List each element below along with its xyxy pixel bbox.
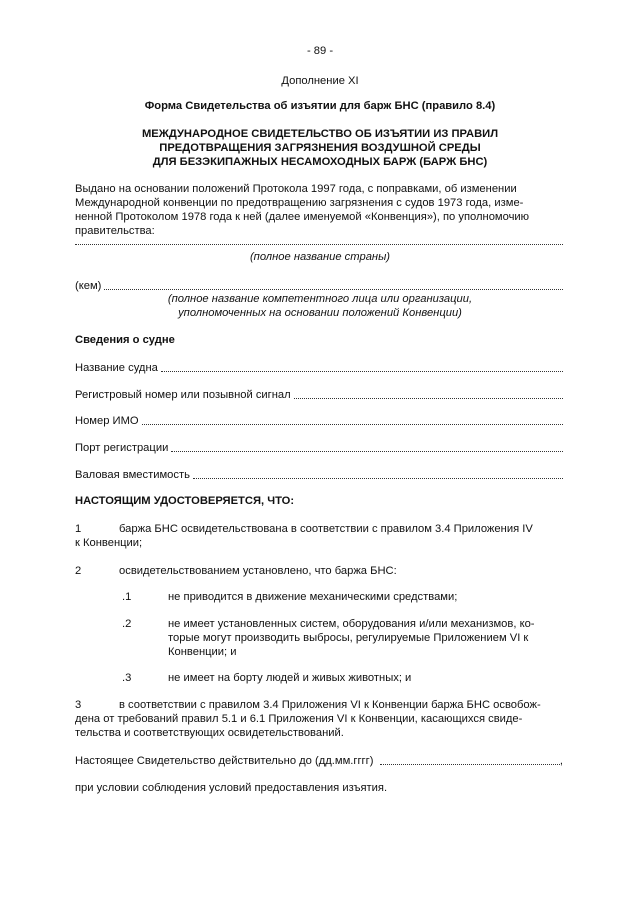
field-registry-number bbox=[75, 388, 563, 402]
fill-line bbox=[294, 398, 563, 399]
cert-title-line1: МЕЖДУНАРОДНОЕ СВИДЕТЕЛЬСТВО ОБ ИЗЪЯТИИ ИЗ ПРАВИЛ bbox=[141, 128, 499, 140]
cert-title-line3: ДЛЯ БЕЗЭКИПАЖНЫХ НЕСАМОХОДНЫХ БАРЖ (БАРЖ БНС) bbox=[152, 156, 488, 168]
item3-line2: дена от требований правил 5.1 и 6.1 Приложения VI к Конвенции, касающихся свиде- bbox=[75, 713, 523, 725]
authority-caption-line2: уполномоченных на основании положений Конвенции) bbox=[178, 307, 462, 319]
country-fill-line bbox=[75, 244, 563, 245]
validity-fill-line bbox=[380, 764, 559, 765]
item1-continuation: к Конвенции; bbox=[75, 537, 143, 549]
field-imo-number bbox=[75, 414, 563, 428]
page-number: - 89 - bbox=[306, 45, 334, 57]
sub2-line2: торые могут производить выбросы, регулируемые Приложением VI к bbox=[168, 632, 529, 644]
validity-label: Настоящее Свидетельство действительно до (дд.мм.гггг) bbox=[75, 755, 374, 767]
item1-text: баржа БНС освидетельствована в соответствии с правилом 3.4 Приложения IV bbox=[119, 523, 533, 535]
certify-heading: НАСТОЯЩИМ УДОСТОВЕРЯЕТСЯ, ЧТО: bbox=[75, 495, 295, 507]
sub1-number: .1 bbox=[122, 591, 132, 603]
item2-text: освидетельствованием установлено, что баржа БНС: bbox=[119, 565, 397, 577]
fill-line bbox=[161, 371, 563, 372]
sub3-text: не имеет на борту людей и живых животных; и bbox=[168, 672, 412, 684]
appendix-label: Дополнение XI bbox=[281, 75, 359, 87]
fill-line bbox=[142, 424, 563, 425]
sub2-line1: не имеет установленных систем, оборудования и/или механизмов, ко- bbox=[168, 618, 535, 630]
sub1-text: не приводится в движение механическими средствами; bbox=[168, 591, 458, 603]
field-port-of-registry bbox=[75, 441, 563, 455]
intro-line4: правительства: bbox=[75, 225, 155, 237]
intro-line1: Выдано на основании положений Протокола 1997 года, с поправками, об изменении bbox=[75, 183, 517, 195]
validity-comma: , bbox=[559, 755, 563, 767]
field-ship-name bbox=[75, 361, 563, 375]
sub3-number: .3 bbox=[122, 672, 132, 684]
intro-line2: Международной конвенции по предотвращению загрязнения с судов 1973 года, изме- bbox=[75, 197, 524, 209]
form-title: Форма Свидетельства об изъятии для барж БНС (правило 8.4) bbox=[144, 100, 496, 112]
authority-row bbox=[75, 279, 563, 293]
item2-number: 2 bbox=[75, 565, 82, 577]
item3-line1: в соответствии с правилом 3.4 Приложения VI к Конвенции баржа БНС освобож- bbox=[119, 699, 541, 711]
authority-fill-line bbox=[104, 289, 563, 290]
ship-section-heading: Сведения о судне bbox=[75, 334, 175, 346]
condition-text: при условии соблюдения условий предоставления изъятия. bbox=[75, 782, 388, 794]
fill-line bbox=[171, 451, 563, 452]
field-label: Валовая вместимость bbox=[75, 469, 190, 481]
validity-row bbox=[75, 754, 563, 768]
country-caption: (полное название страны) bbox=[249, 251, 391, 263]
item1-number: 1 bbox=[75, 523, 82, 535]
sub2-number: .2 bbox=[122, 618, 132, 630]
fill-line bbox=[193, 478, 563, 479]
authority-caption-line1: (полное название компетентного лица или организации, bbox=[167, 293, 473, 305]
field-label: Название судна bbox=[75, 362, 158, 374]
item3-number: 3 bbox=[75, 699, 82, 711]
intro-line3: ненной Протоколом 1978 года к ней (далее именуемой «Конвенция»), по уполномочию bbox=[75, 211, 530, 223]
item3-line3: тельства и соответствующих освидетельствований. bbox=[75, 727, 344, 739]
field-label: Регистровый номер или позывной сигнал bbox=[75, 389, 291, 401]
field-label: Порт регистрации bbox=[75, 442, 169, 454]
sub2-line3: Конвенции; и bbox=[168, 646, 237, 658]
field-gross-tonnage bbox=[75, 468, 563, 482]
cert-title-line2: ПРЕДОТВРАЩЕНИЯ ЗАГРЯЗНЕНИЯ ВОЗДУШНОЙ СРЕДЫ bbox=[159, 142, 481, 154]
by-label: (кем) bbox=[75, 280, 102, 292]
field-label: Номер ИМО bbox=[75, 415, 139, 427]
